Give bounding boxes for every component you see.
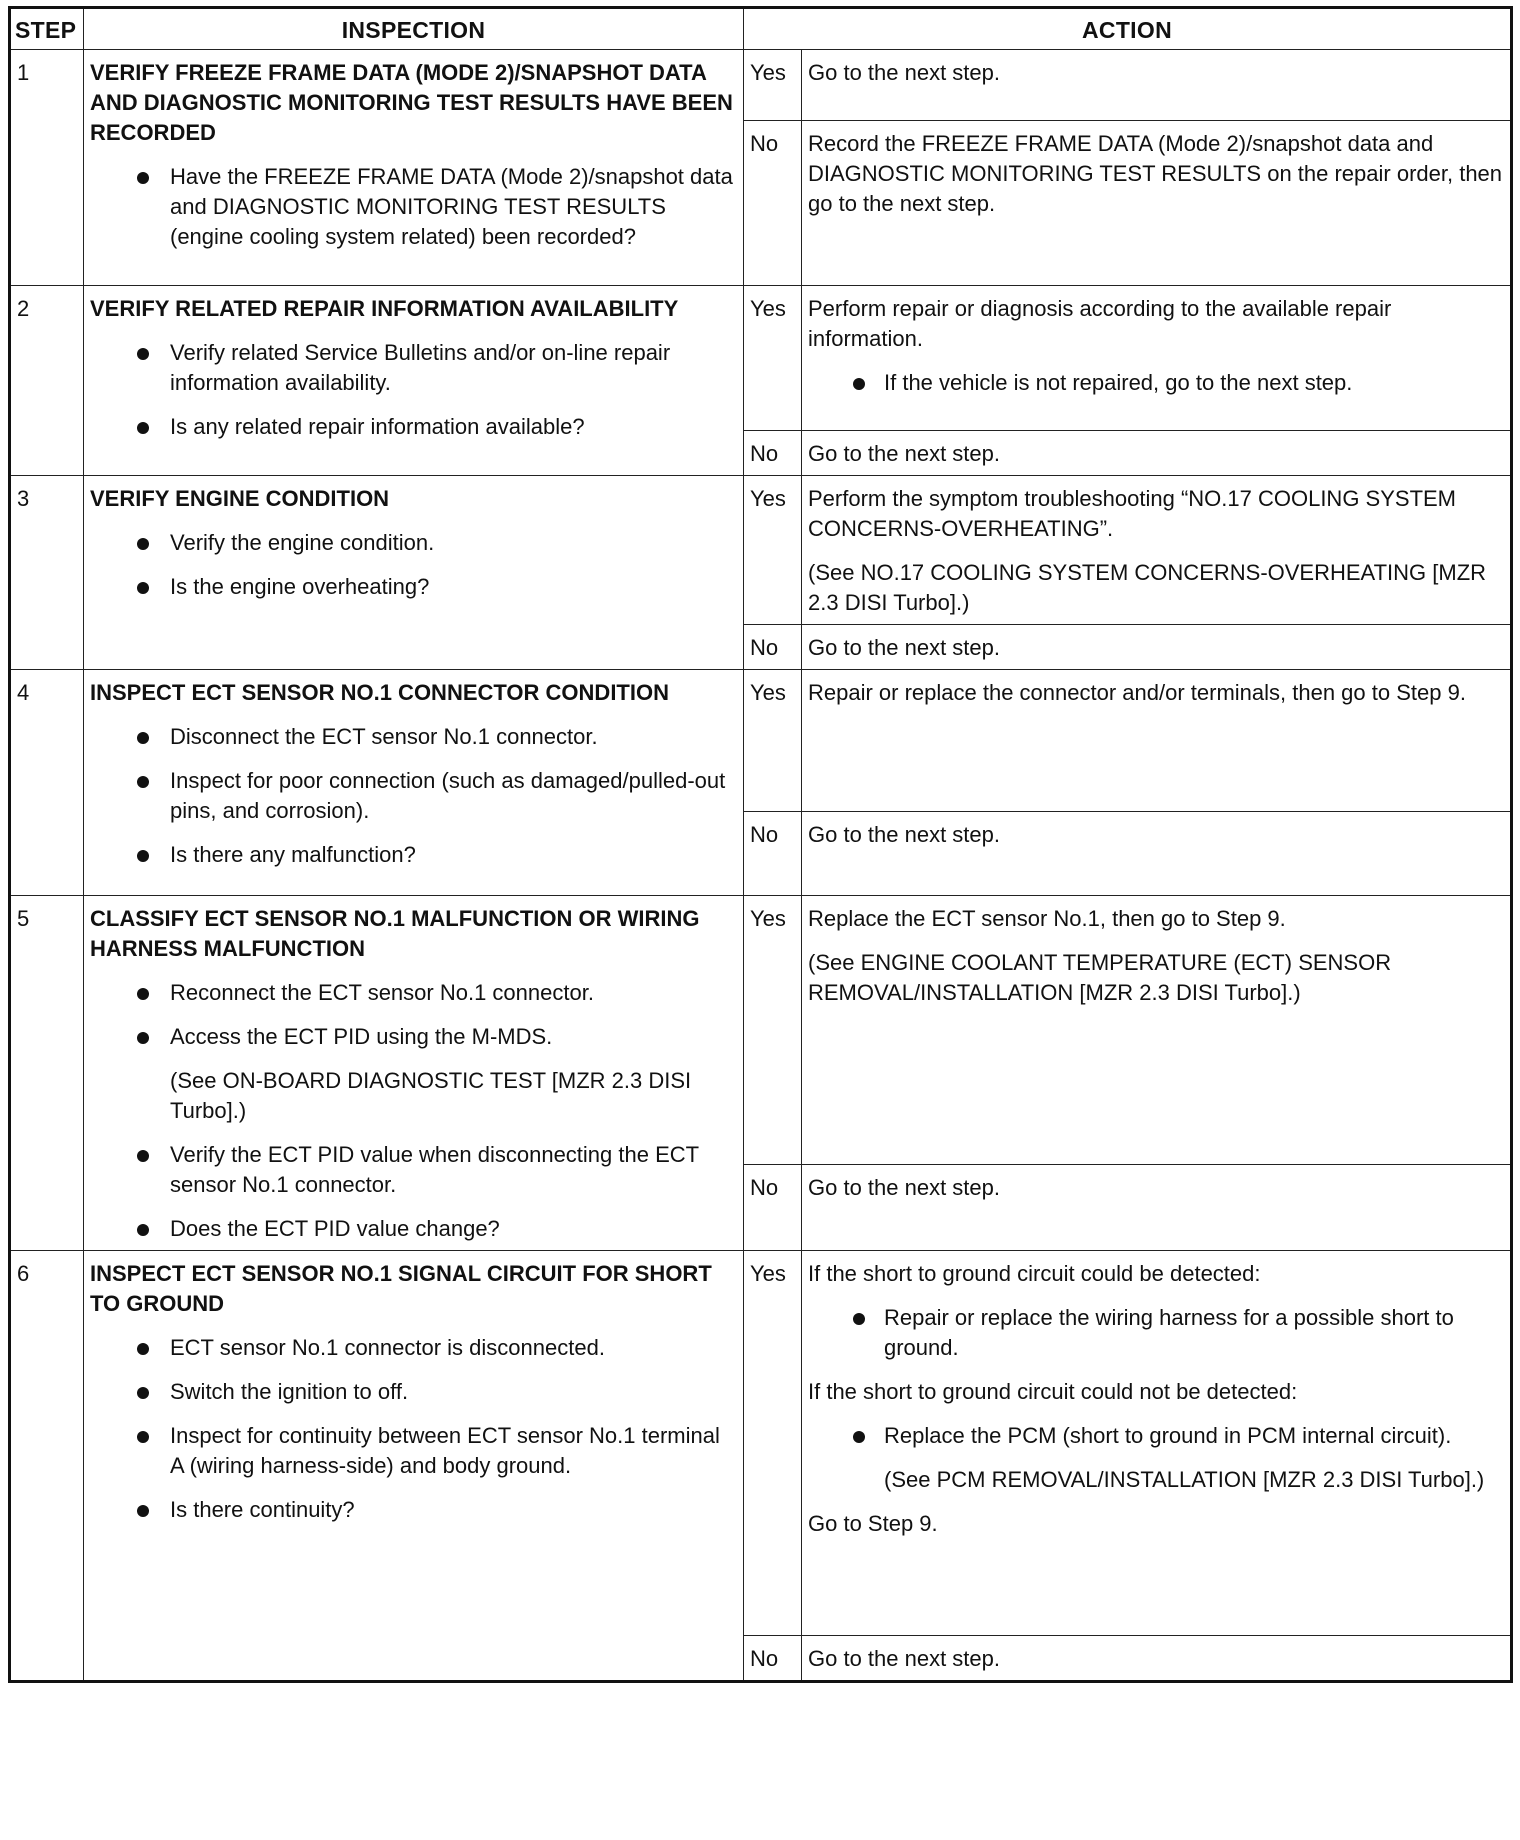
bullet-icon — [137, 1150, 149, 1162]
bullet-icon — [137, 1032, 149, 1044]
yes-action: Go to the next step. — [802, 50, 1512, 121]
step-number: 5 — [10, 896, 84, 1251]
step-number: 6 — [10, 1251, 84, 1682]
no-label: No — [744, 1165, 802, 1251]
inspection-item: Have the FREEZE FRAME DATA (Mode 2)/snapshot data and DIAGNOSTIC MONITORING TEST RESULTS (engine cooling system related) been recorded? — [90, 162, 737, 252]
yes-action: Replace the ECT sensor No.1, then go to Step 9. (See ENGINE COOLANT TEMPERATURE (ECT) SENSOR REMOVAL/INSTALLATION [MZR 2.3 DISI Turbo].) — [802, 896, 1512, 1165]
diagnostic-procedure-document — [8, 6, 1510, 1683]
no-label: No — [744, 625, 802, 670]
inspection-item: Verify the ECT PID value when disconnecting the ECT sensor No.1 connector. — [90, 1140, 737, 1200]
no-label: No — [744, 431, 802, 476]
inspection-cell — [84, 670, 744, 896]
yes-label: Yes — [744, 50, 802, 121]
bullet-icon — [137, 988, 149, 1000]
step-title: INSPECT ECT SENSOR NO.1 SIGNAL CIRCUIT FOR SHORT TO GROUND — [90, 1261, 712, 1316]
step-title: VERIFY FREEZE FRAME DATA (MODE 2)/SNAPSHOT DATA AND DIAGNOSTIC MONITORING TEST RESULTS HAVE BEEN RECORDED — [90, 60, 733, 145]
no-label: No — [744, 121, 802, 286]
step-number: 1 — [10, 50, 84, 286]
step-4-yes-row — [10, 670, 1512, 812]
step-1-yes-row — [10, 50, 1512, 121]
inspection-item: Switch the ignition to off. — [90, 1377, 737, 1407]
inspection-item: Reconnect the ECT sensor No.1 connector. — [90, 978, 737, 1008]
no-label: No — [744, 812, 802, 896]
yes-action: Perform repair or diagnosis according to the available repair information. If the vehicle is not repaired, go to the next step. — [802, 286, 1512, 431]
step-6-yes-row — [10, 1251, 1512, 1636]
action-item: Replace the PCM (short to ground in PCM internal circuit). — [808, 1421, 1504, 1451]
no-action: Record the FREEZE FRAME DATA (Mode 2)/snapshot data and DIAGNOSTIC MONITORING TEST RESULTS on the repair order, then go to the next step. — [802, 121, 1512, 286]
bullet-icon — [137, 1343, 149, 1355]
bullet-icon — [137, 582, 149, 594]
inspection-cell — [84, 50, 744, 286]
inspection-cell — [84, 286, 744, 476]
bullet-icon — [137, 1224, 149, 1236]
bullet-icon — [137, 1431, 149, 1443]
no-action: Go to the next step. — [802, 812, 1512, 896]
inspection-item: ECT sensor No.1 connector is disconnected. — [90, 1333, 737, 1363]
bullet-icon — [137, 850, 149, 862]
bullet-icon — [137, 732, 149, 744]
inspection-item: Inspect for continuity between ECT sensor No.1 terminal A (wiring harness-side) and body ground. — [90, 1421, 737, 1481]
no-label: No — [744, 1636, 802, 1682]
yes-label: Yes — [744, 1251, 802, 1636]
inspection-cell — [84, 1251, 744, 1682]
inspection-item: Verify the engine condition. — [90, 528, 737, 558]
bullet-icon — [853, 1313, 865, 1325]
inspection-cell — [84, 896, 744, 1251]
bullet-icon — [137, 1387, 149, 1399]
yes-label: Yes — [744, 896, 802, 1165]
inspection-item: Is any related repair information available? — [90, 412, 737, 442]
bullet-icon — [137, 538, 149, 550]
inspection-item: Inspect for poor connection (such as damaged/pulled-out pins, and corrosion). — [90, 766, 737, 826]
step-3-yes-row — [10, 476, 1512, 625]
table-header-row — [10, 8, 1512, 50]
inspection-item: Access the ECT PID using the M-MDS. — [90, 1022, 737, 1052]
action-item: Repair or replace the wiring harness for a possible short to ground. — [808, 1303, 1504, 1363]
diagnostic-table — [8, 6, 1513, 1683]
header-inspection: INSPECTION — [84, 8, 744, 50]
yes-label: Yes — [744, 286, 802, 431]
action-item: If the vehicle is not repaired, go to the next step. — [808, 368, 1504, 398]
inspection-item: Does the ECT PID value change? — [90, 1214, 737, 1244]
inspection-note: (See ON-BOARD DIAGNOSTIC TEST [MZR 2.3 DISI Turbo].) — [170, 1068, 692, 1123]
no-action: Go to the next step. — [802, 1636, 1512, 1682]
step-title: VERIFY ENGINE CONDITION — [90, 486, 390, 511]
yes-label: Yes — [744, 476, 802, 625]
step-number: 4 — [10, 670, 84, 896]
step-number: 2 — [10, 286, 84, 476]
step-title: INSPECT ECT SENSOR NO.1 CONNECTOR CONDITION — [90, 680, 669, 705]
bullet-icon — [137, 776, 149, 788]
step-title: CLASSIFY ECT SENSOR NO.1 MALFUNCTION OR WIRING HARNESS MALFUNCTION — [90, 906, 700, 961]
bullet-icon — [853, 378, 865, 390]
step-number: 3 — [10, 476, 84, 670]
bullet-icon — [853, 1431, 865, 1443]
inspection-item: Disconnect the ECT sensor No.1 connector. — [90, 722, 737, 752]
header-step: STEP — [10, 8, 84, 50]
header-action: ACTION — [744, 8, 1512, 50]
inspection-item: Verify related Service Bulletins and/or on-line repair information availability. — [90, 338, 737, 398]
action-note: (See PCM REMOVAL/INSTALLATION [MZR 2.3 DISI Turbo].) — [884, 1467, 1485, 1492]
inspection-item: Is the engine overheating? — [90, 572, 737, 602]
bullet-icon — [137, 422, 149, 434]
no-action: Go to the next step. — [802, 431, 1512, 476]
inspection-item: Is there any malfunction? — [90, 840, 737, 870]
inspection-cell — [84, 476, 744, 670]
no-action: Go to the next step. — [802, 1165, 1512, 1251]
step-title: VERIFY RELATED REPAIR INFORMATION AVAILABILITY — [90, 296, 679, 321]
no-action: Go to the next step. — [802, 625, 1512, 670]
yes-action: If the short to ground circuit could be detected: Repair or replace the wiring harness for a possible short to ground. If the short to ground circuit could not be detected: Replace the PCM (short to ground in PCM internal circuit). (See PCM REMOVAL/INSTALLATION [MZR 2.3 DISI Turbo].) Go to Step 9. — [802, 1251, 1512, 1636]
yes-action: Perform the symptom troubleshooting “NO.17 COOLING SYSTEM CONCERNS-OVERHEATING”. (See NO.17 COOLING SYSTEM CONCERNS-OVERHEATING [MZR 2.3 DISI Turbo].) — [802, 476, 1512, 625]
step-5-yes-row — [10, 896, 1512, 1165]
bullet-icon — [137, 172, 149, 184]
bullet-icon — [137, 348, 149, 360]
inspection-item: Is there continuity? — [90, 1495, 737, 1525]
yes-action: Repair or replace the connector and/or terminals, then go to Step 9. — [802, 670, 1512, 812]
step-2-yes-row — [10, 286, 1512, 431]
yes-label: Yes — [744, 670, 802, 812]
bullet-icon — [137, 1505, 149, 1517]
